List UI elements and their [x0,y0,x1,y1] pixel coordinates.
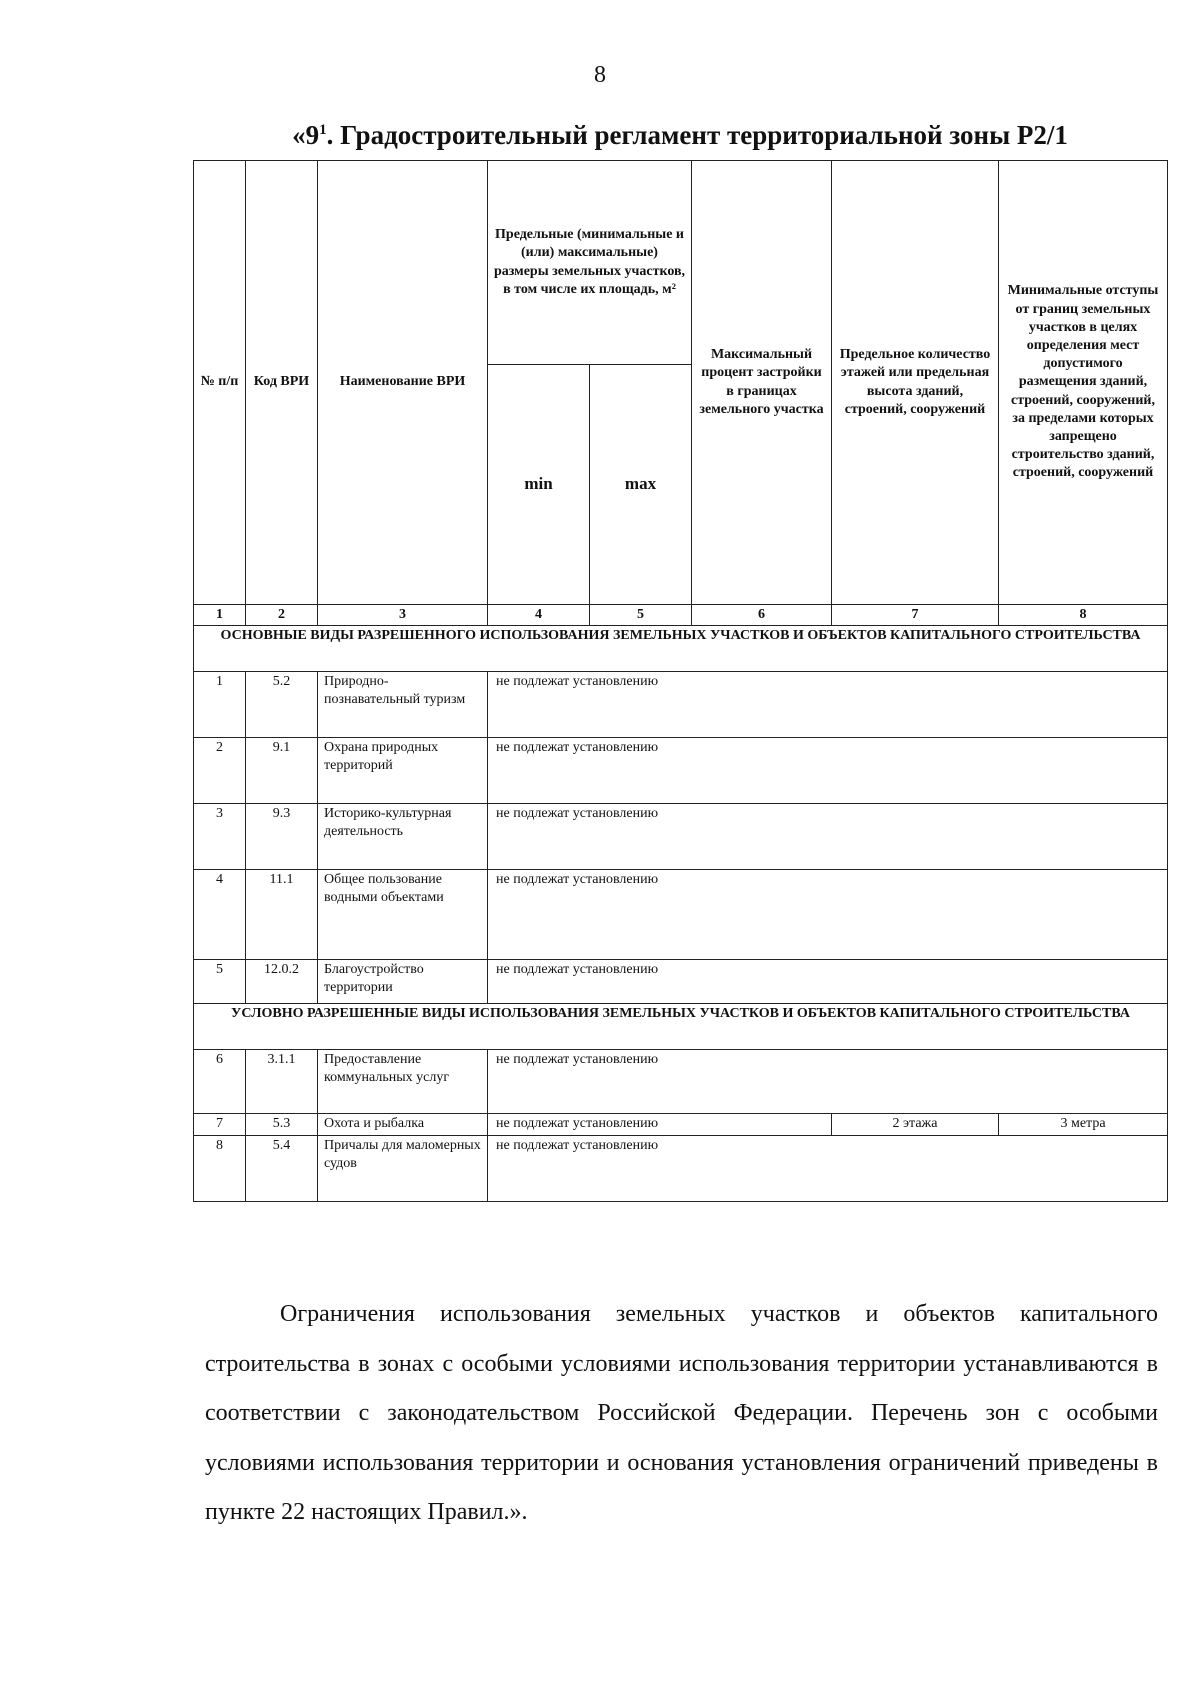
column-number: 3 [318,605,488,626]
title-superscript: 1 [319,122,327,138]
column-number: 5 [590,605,692,626]
table-row [194,1050,1168,1114]
row-no: 6 [194,1050,246,1114]
table-row [194,804,1168,870]
header-floors: Предельное количество этажей или предельная высота зданий, строений, сооружений [832,161,999,605]
row-text: не подлежат установлению [488,1136,1168,1202]
row-text: не подлежат установлению [488,1050,1168,1114]
row-no: 2 [194,738,246,804]
column-number: 8 [999,605,1168,626]
table-row [194,672,1168,738]
header-setbacks: Минимальные отступы от границ земельных участков в целях определения мест допустимого размещения зданий, строений, сооружений, за пределами которых запрещено строительство зданий, строений, сооружений [999,161,1168,605]
row-no: 1 [194,672,246,738]
column-number: 7 [832,605,999,626]
row-name: Предоставление коммунальных услуг [318,1050,488,1114]
paragraph-text: Ограничения использования земельных участков и объектов капитального строительства в зонах с особыми условиями использования территории устанавливаются в соответствии с законодательством Российской Федерации. Перечень зон с особыми условиями использования территории и основания установления ограничений приведены в пункте 22 настоящих Правил.». [205,1301,1158,1525]
row-name: Причалы для маломерных судов [318,1136,488,1202]
header-percent: Максимальный процент застройки в границах земельного участка [692,161,832,605]
header-code: Код ВРИ [246,161,318,605]
row-no: 8 [194,1136,246,1202]
row-text: не подлежат установлению [488,870,1168,960]
row-no: 5 [194,960,246,1004]
header-no: № п/п [194,161,246,605]
row-name: Природно-познавательный туризм [318,672,488,738]
row-name: Охрана природных территорий [318,738,488,804]
row-text: не подлежат установлению [488,960,1168,1004]
row-code: 3.1.1 [246,1050,318,1114]
row-name: Охота и рыбалка [318,1114,488,1136]
row-name: Благоустройство территории [318,960,488,1004]
header-min: min [488,365,590,605]
row-code: 12.0.2 [246,960,318,1004]
table-row [194,1136,1168,1202]
row-no: 7 [194,1114,246,1136]
section-conditional-header: УСЛОВНО РАЗРЕШЕННЫЕ ВИДЫ ИСПОЛЬЗОВАНИЯ ЗЕМЕЛЬНЫХ УЧАСТКОВ И ОБЪЕКТОВ КАПИТАЛЬНОГО СТРОИТЕЛЬСТВА [194,1004,1168,1050]
header-sizes: Предельные (минимальные и (или) максимальные) размеры земельных участков, в том числе их площадь, м² [488,161,692,365]
regulation-table [193,160,1168,1202]
column-number: 4 [488,605,590,626]
table-row [194,870,1168,960]
table-row [194,1114,1168,1136]
row-floors: 2 этажа [832,1114,999,1136]
header-name: Наименование ВРИ [318,161,488,605]
row-no: 4 [194,870,246,960]
row-code: 5.4 [246,1136,318,1202]
column-number: 1 [194,605,246,626]
table-row [194,960,1168,1004]
column-number: 6 [692,605,832,626]
page-number: 8 [594,62,606,88]
row-text: не подлежат установлению [488,804,1168,870]
row-text: не подлежат установлению [488,1114,832,1136]
row-name: Историко-культурная деятельность [318,804,488,870]
row-setback: 3 метра [999,1114,1168,1136]
title-prefix: «9 [292,120,320,150]
section-main-header: ОСНОВНЫЕ ВИДЫ РАЗРЕШЕННОГО ИСПОЛЬЗОВАНИЯ ЗЕМЕЛЬНЫХ УЧАСТКОВ И ОБЪЕКТОВ КАПИТАЛЬНОГО СТРОИТЕЛЬСТВА [194,626,1168,672]
row-name: Общее пользование водными объектами [318,870,488,960]
row-code: 5.3 [246,1114,318,1136]
row-code: 9.1 [246,738,318,804]
title-text: . Градостроительный регламент территориальной зоны Р2/1 [326,120,1068,150]
column-number: 2 [246,605,318,626]
header-max: max [590,365,692,605]
row-text: не подлежат установлению [488,672,1168,738]
restrictions-paragraph [205,1290,1158,1538]
table-row [194,738,1168,804]
row-code: 5.2 [246,672,318,738]
row-code: 9.3 [246,804,318,870]
row-code: 11.1 [246,870,318,960]
page-title [200,120,1160,151]
row-text: не подлежат установлению [488,738,1168,804]
row-no: 3 [194,804,246,870]
